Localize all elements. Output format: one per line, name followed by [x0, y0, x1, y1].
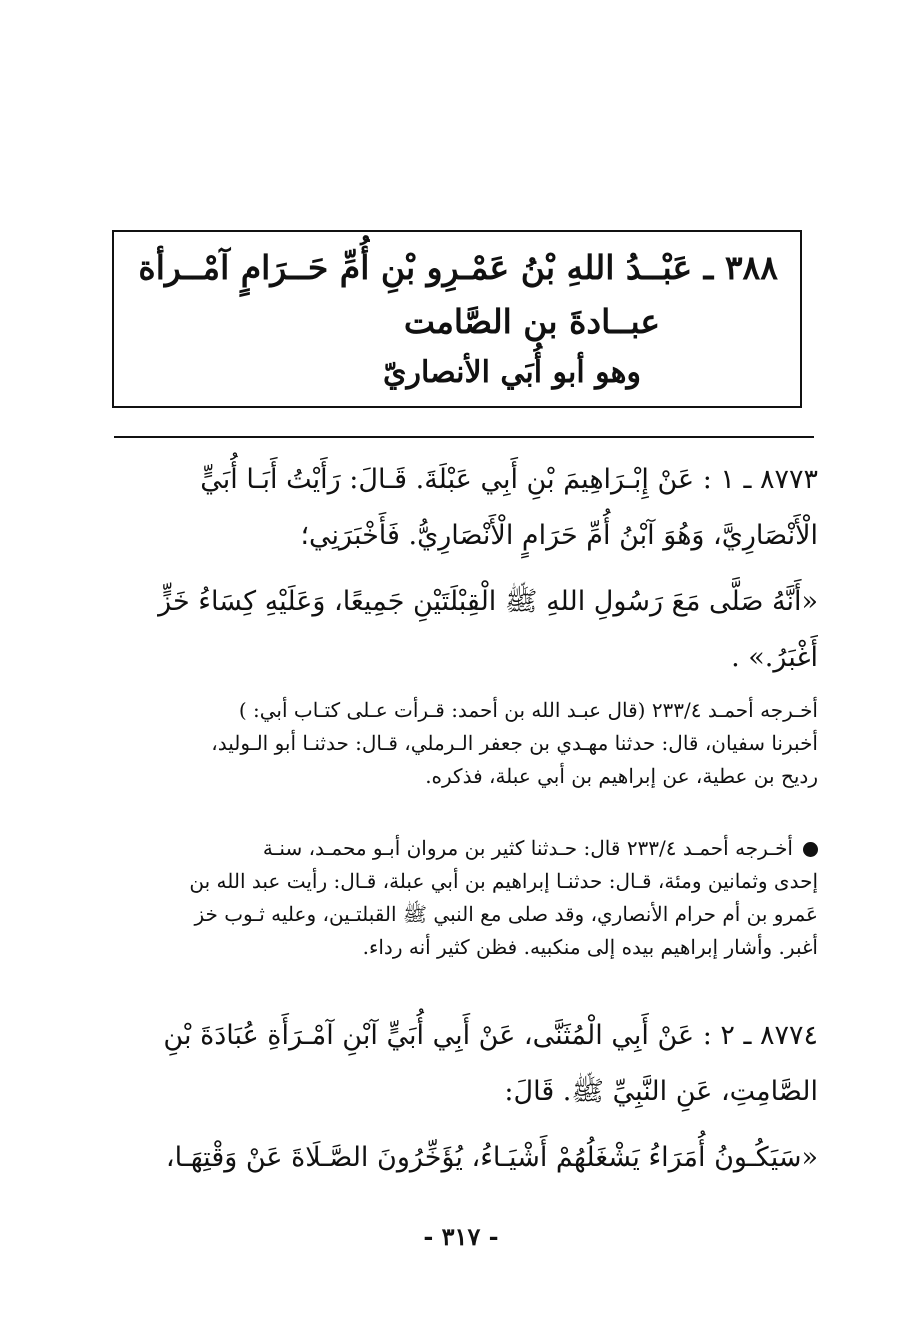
- bullet-icon: [803, 842, 818, 857]
- chapter-title-line-3: وهو أبو أُبَي الأنصاريّ: [383, 355, 641, 390]
- chapter-title-line-1: ٣٨٨ ـ عَبْــدُ اللهِ بْنُ عَمْـرِو بْنِ أُمِّ حَــرَامٍ آمْــرأة: [138, 248, 778, 287]
- hadith-8773-text-line-2: أَغْبَرُ.» .: [731, 642, 818, 673]
- takhrij-1-line-2: أخبرنا سفيان، قال: حدثنا مهـدي بن جعفر الـرملي، قـال: حدثنـا أبو الـوليد،: [211, 731, 818, 755]
- hadith-8773-line-1: ٨٧٧٣ ـ ١ : عَنْ إِبْـرَاهِيمَ بْنِ أَبِي عَبْلَةَ. قَـالَ: رَأَيْتُ أَبَـا أُبَيٍّ: [200, 464, 818, 495]
- takhrij-1-line-3: رديح بن عطية، عن إبراهيم بن أبي عبلة، فذكره.: [425, 764, 818, 788]
- hadith-8773-text-line-1: «أَنَّهُ صَلَّى مَعَ رَسُولِ اللهِ ﷺ الْقِبْلَتَيْنِ جَمِيعًا، وَعَلَيْهِ كِسَاءُ خَزٍّ: [158, 586, 818, 617]
- chapter-title-line-2: عبــادةَ بن الصَّامت: [403, 302, 661, 341]
- hadith-8774-line-1: ٨٧٧٤ ـ ٢ : عَنْ أَبِي الْمُثَنَّى، عَنْ أَبِي أُبَيٍّ آبْنِ آمْـرَأَةِ عُبَادَةَ بْنِ: [163, 1020, 818, 1051]
- takhrij-1-line-1: أخـرجه أحمـد ٢٣٣/٤ (قال عبـد الله بن أحمد: قـرأت عـلى كتـاب أبي: ): [238, 698, 818, 722]
- section-divider: [114, 436, 814, 438]
- takhrij-2-line-1-text: أخـرجه أحمـد ٢٣٣/٤ قال: حـدثنا كثير بن مروان أبـو محمـد، سنـة: [262, 836, 793, 860]
- takhrij-2-line-1: [118, 832, 818, 865]
- hadith-8774-isnad: [118, 1008, 818, 1120]
- hadith-8773-matn: [118, 574, 818, 686]
- hadith-8773-line-2: الْأَنْصَارِيَّ، وَهُوَ آبْنُ أُمِّ حَرَامٍ الْأَنْصَارِيُّ. فَأَخْبَرَنِي؛: [300, 520, 818, 551]
- hadith-8774-line-2: الصَّامِتِ، عَنِ النَّبِيِّ ﷺ. قَالَ:: [504, 1076, 818, 1107]
- takhrij-2: [118, 832, 818, 964]
- hadith-8773-isnad: [118, 452, 818, 564]
- takhrij-2-line-4: أغبر. وأشار إبراهيم بيده إلى منكبيه. فظن كثير أنه رداء.: [362, 935, 818, 959]
- chapter-title-box: [112, 230, 802, 408]
- takhrij-1: [118, 694, 818, 793]
- page-number: - ٣١٧ -: [423, 1222, 499, 1251]
- hadith-8774-text-line-1: «سَيَكُـونُ أُمَرَاءُ يَشْغَلُهُمْ أَشْيَـاءُ، يُؤَخِّرُونَ الصَّـلَاةَ عَنْ وَقْتِهَـا،: [165, 1142, 818, 1173]
- hadith-8774-matn: [118, 1130, 818, 1186]
- takhrij-2-line-3: عَمرو بن أم حرام الأنصاري، وقد صلى مع النبي ﷺ القبلتـين، وعليه ثـوب خز: [194, 902, 818, 926]
- takhrij-2-line-2: إحدى وثمانين ومئة، قـال: حدثنـا إبراهيم بن أبي عبلة، قـال: رأيت عبد الله بن: [189, 869, 818, 893]
